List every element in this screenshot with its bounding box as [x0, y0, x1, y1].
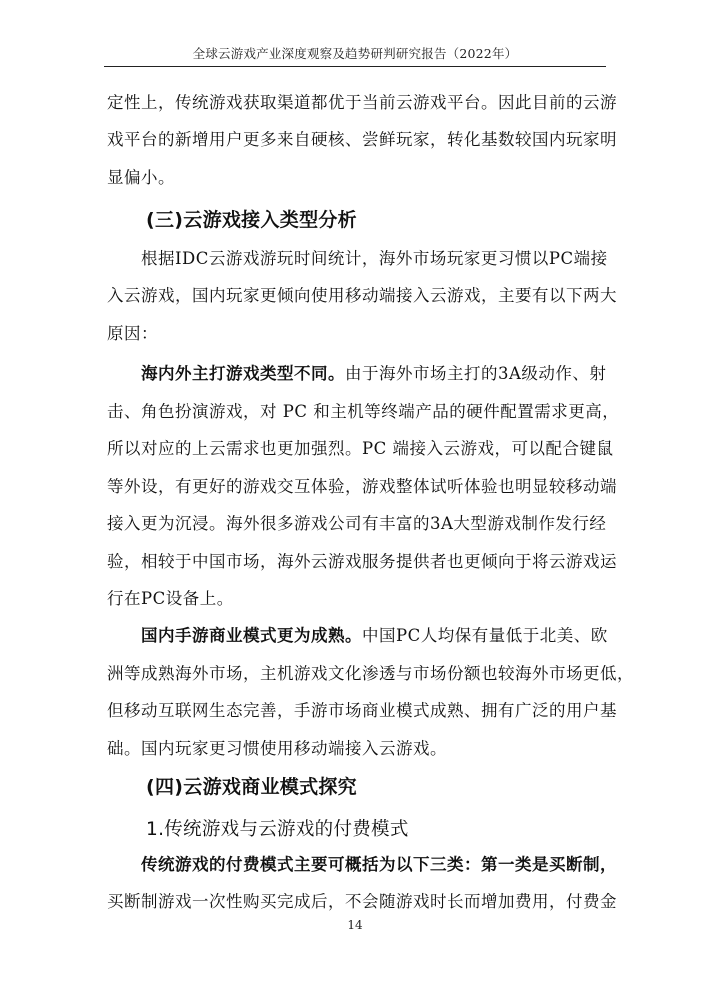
text-line: 定性上，传统游戏获取渠道都优于当前云游戏平台。因此目前的云游: [107, 93, 617, 112]
section-heading-4: (四)云游戏商业模式探究: [146, 776, 357, 798]
text-line: 戏平台的新增用户更多来自硬核、尝鲜玩家，转化基数较国内玩家明: [107, 130, 617, 149]
reason-2-lead: 国内手游商业模式更为成熟。: [141, 626, 362, 645]
running-header: 全球云游戏产业深度观察及趋势研判研究报告（2022年）: [192, 46, 518, 61]
text-line: [141, 360, 607, 388]
text-line: 础。国内玩家更习惯使用移动端接入云游戏。: [107, 739, 447, 758]
text-line: 原因：: [107, 324, 158, 343]
reason-1-text: 由于海外市场主打的3A级动作、射: [345, 364, 607, 383]
section-heading-3: (三)云游戏接入类型分析: [146, 209, 357, 231]
text-line: 入云游戏，国内玩家更倾向使用移动端接入云游戏，主要有以下两大: [107, 286, 617, 305]
text-line: 洲等成熟海外市场，主机游戏文化渗透与市场份额也较海外市场更低，: [107, 664, 634, 683]
text-line: 接入更为沉浸。海外很多游戏公司有丰富的3A大型游戏制作发行经: [107, 514, 607, 533]
subsection-heading: 1.传统游戏与云游戏的付费模式: [146, 819, 409, 840]
text-line: 行在PC设备上。: [107, 589, 234, 608]
text-line: 但移动互联网生态完善，手游市场商业模式成熟、拥有广泛的用户基: [107, 701, 617, 720]
text-line: 击、角色扮演游戏，对 PC 和主机等终端产品的硬件配置需求更高，: [107, 402, 620, 421]
header-rule: [104, 66, 606, 67]
page-number: 14: [347, 918, 363, 932]
text-line: 显偏小。: [107, 168, 175, 187]
text-line: 所以对应的上云需求也更加强烈。PC 端接入云游戏，可以配合键鼠: [107, 439, 614, 458]
reason-2-text: 中国PC人均保有量低于北美、欧: [362, 626, 608, 645]
text-line: [141, 622, 608, 650]
text-line: 传统游戏的付费模式主要可概括为以下三类：第一类是买断制，: [141, 855, 617, 874]
text-line: 根据IDC云游戏游玩时间统计，海外市场玩家更习惯以PC端接: [141, 249, 608, 268]
reason-1-lead: 海内外主打游戏类型不同。: [141, 364, 345, 383]
text-line: 买断制游戏一次性购买完成后，不会随游戏时长而增加费用，付费金: [107, 892, 617, 911]
text-line: 验，相较于中国市场，海外云游戏服务提供者也更倾向于将云游戏运: [107, 552, 617, 571]
text-line: 等外设，有更好的游戏交互体验，游戏整体试听体验也明显较移动端: [107, 477, 617, 496]
